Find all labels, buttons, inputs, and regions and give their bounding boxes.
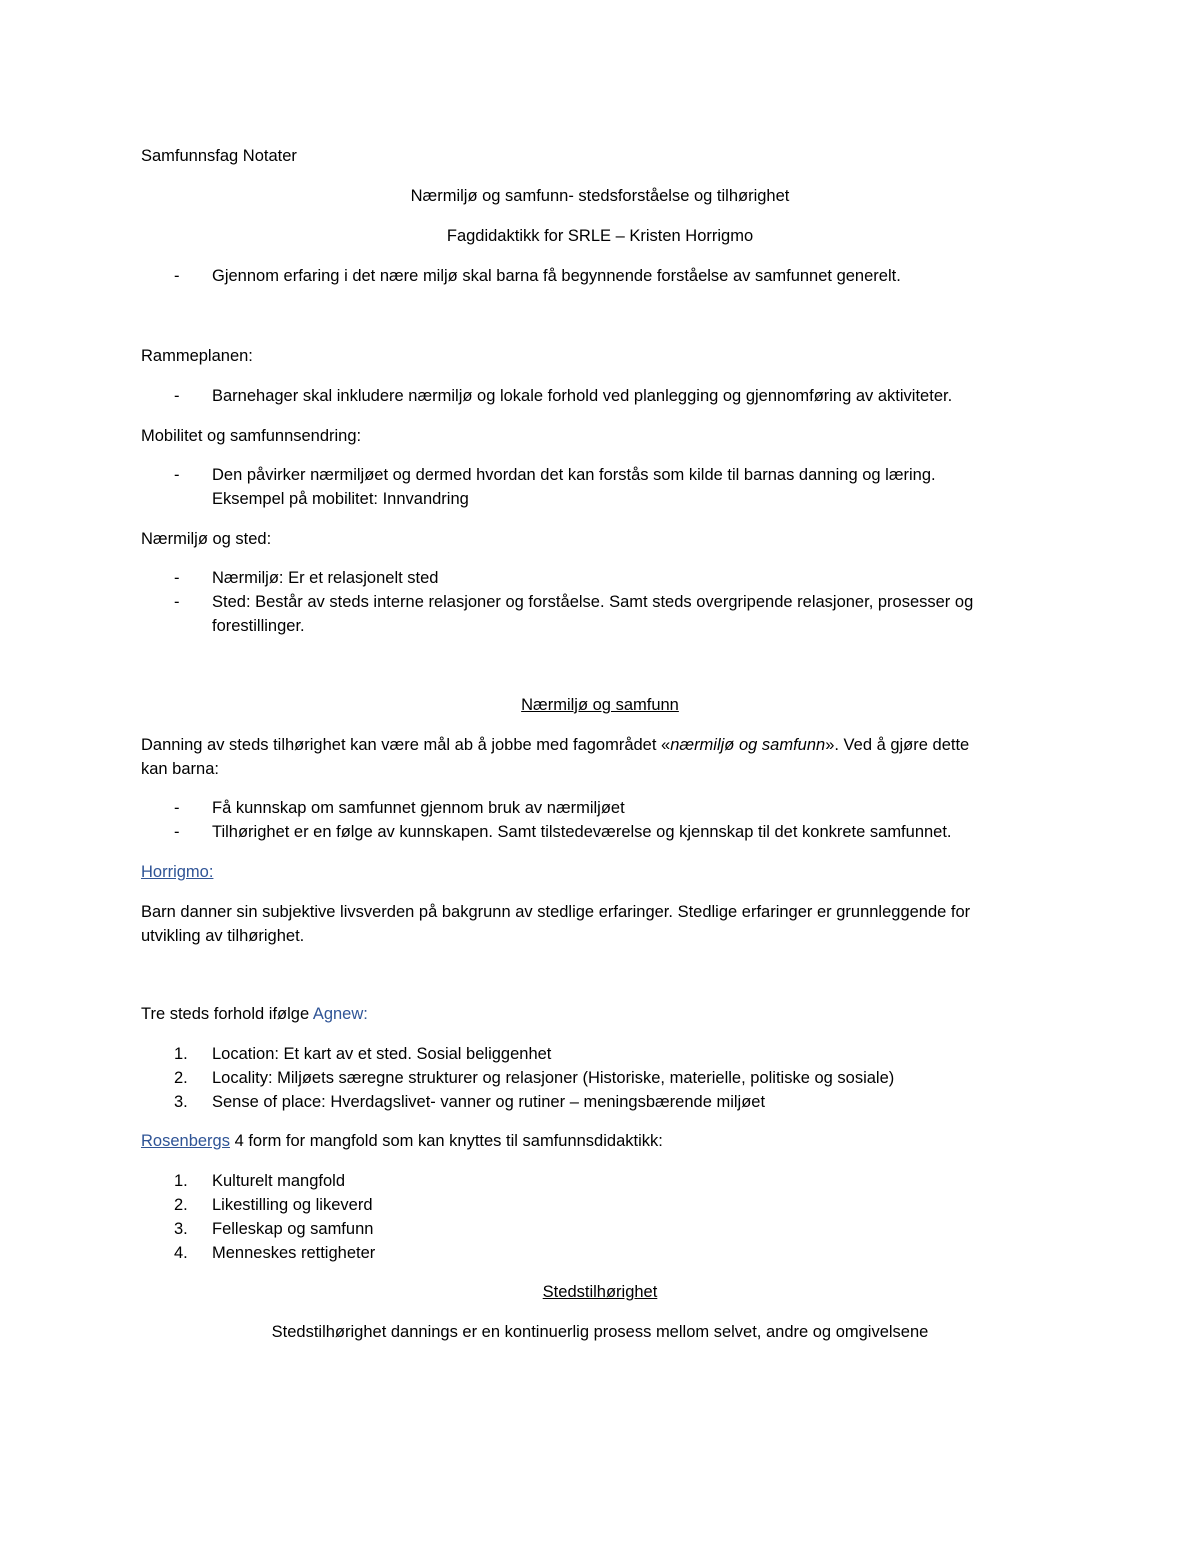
agnew-item-locality: Locality: Miljøets særegne strukturer og relasjoner (Historiske, materielle, politiske og sosiale) — [212, 1069, 895, 1087]
rosenberg-item: Kulturelt mangfold — [212, 1172, 345, 1190]
paragraph-text: ». Ved å gjøre dette — [825, 736, 970, 754]
rosenberg-item: Menneskes rettigheter — [212, 1244, 376, 1262]
section-heading-text: Nærmiljø og samfunn — [521, 696, 679, 714]
list-number: 1. — [174, 1045, 188, 1063]
agnew-item-location: Location: Et kart av et sted. Sosial beliggenhet — [212, 1045, 552, 1063]
list-number: 1. — [174, 1172, 188, 1190]
list-number: 3. — [174, 1093, 188, 1111]
horrigmo-label — [141, 862, 213, 882]
sted-bullet-2-line1: Sted: Består av steds interne relasjoner og forståelse. Samt steds overgripende relasjoner, prosesser og — [212, 593, 974, 611]
section1-bullet-1: Få kunnskap om samfunnet gjennom bruk av nærmiljøet — [212, 799, 625, 817]
agnew-name: Agnew: — [312, 1005, 368, 1023]
section1-paragraph-line1 — [141, 735, 969, 755]
stedstilhorighet-heading-text: Stedstilhørighet — [542, 1283, 658, 1301]
document-title: Samfunnsfag Notater — [141, 147, 297, 165]
mobilitet-bullet-line2: Eksempel på mobilitet: Innvandring — [212, 490, 469, 508]
bullet-dash: - — [174, 593, 180, 611]
list-number: 4. — [174, 1244, 188, 1262]
mobilitet-bullet-line1: Den påvirker nærmiljøet og dermed hvordan det kan forstås som kilde til barnas danning og læring. — [212, 466, 936, 484]
horrigmo-paragraph-line1: Barn danner sin subjektive livsverden på bakgrunn av stedlige erfaringer. Stedlige erfaringer er grunnleggende for — [141, 903, 971, 921]
list-number: 3. — [174, 1220, 188, 1238]
rosenberg-intro — [141, 1131, 663, 1151]
agnew-intro — [141, 1004, 368, 1024]
bullet-dash: - — [174, 823, 180, 841]
stedstilhorighet-text: Stedstilhørighet dannings er en kontinuerlig prosess mellom selvet, andre og omgivelsene — [271, 1323, 929, 1341]
document-subtitle: Nærmiljø og samfunn- stedsforståelse og tilhørighet — [410, 187, 790, 205]
bullet-dash: - — [174, 799, 180, 817]
rammeplanen-bullet: Barnehager skal inkludere nærmiljø og lokale forhold ved planlegging og gjennomføring av aktiviteter. — [212, 387, 953, 405]
rosenberg-item: Likestilling og likeverd — [212, 1196, 373, 1214]
list-number: 2. — [174, 1196, 188, 1214]
bullet-dash: - — [174, 267, 180, 285]
list-number: 2. — [174, 1069, 188, 1087]
rosenberg-intro-text: 4 form for mangfold som kan knyttes til samfunnsdidaktikk: — [229, 1132, 663, 1150]
rammeplanen-heading: Rammeplanen: — [141, 347, 253, 365]
document-course-line: Fagdidaktikk for SRLE – Kristen Horrigmo — [446, 227, 754, 245]
rosenberg-link[interactable]: Rosenbergs — [141, 1132, 230, 1150]
section1-paragraph-line2: kan barna: — [141, 760, 219, 778]
paragraph-italic-text: nærmiljø og samfunn — [670, 736, 826, 754]
horrigmo-paragraph-line2: utvikling av tilhørighet. — [141, 927, 305, 945]
bullet-dash: - — [174, 569, 180, 587]
mobilitet-heading: Mobilitet og samfunnsendring: — [141, 427, 362, 445]
horrigmo-link[interactable]: Horrigmo: — [141, 863, 214, 881]
section-heading-naermiljo — [0, 695, 1200, 715]
bullet-dash: - — [174, 466, 180, 484]
rosenberg-item: Felleskap og samfunn — [212, 1220, 374, 1238]
paragraph-text: Danning av steds tilhørighet kan være mål ab å jobbe med fagområdet « — [141, 736, 671, 754]
agnew-item-sense-of-place: Sense of place: Hverdagslivet- vanner og rutiner – meningsbærende miljøet — [212, 1093, 766, 1111]
intro-bullet: Gjennom erfaring i det nære miljø skal barna få begynnende forståelse av samfunnet generelt. — [212, 267, 901, 285]
sted-bullet-1: Nærmiljø: Er et relasjonelt sted — [212, 569, 439, 587]
bullet-dash: - — [174, 387, 180, 405]
section1-bullet-2: Tilhørighet er en følge av kunnskapen. Samt tilstedeværelse og kjennskap til det konkrete samfunnet. — [212, 823, 952, 841]
sted-bullet-2-line2: forestillinger. — [212, 617, 305, 635]
sted-heading: Nærmiljø og sted: — [141, 530, 272, 548]
stedstilhorighet-heading — [0, 1282, 1200, 1302]
agnew-intro-text: Tre steds forhold ifølge — [141, 1005, 313, 1023]
